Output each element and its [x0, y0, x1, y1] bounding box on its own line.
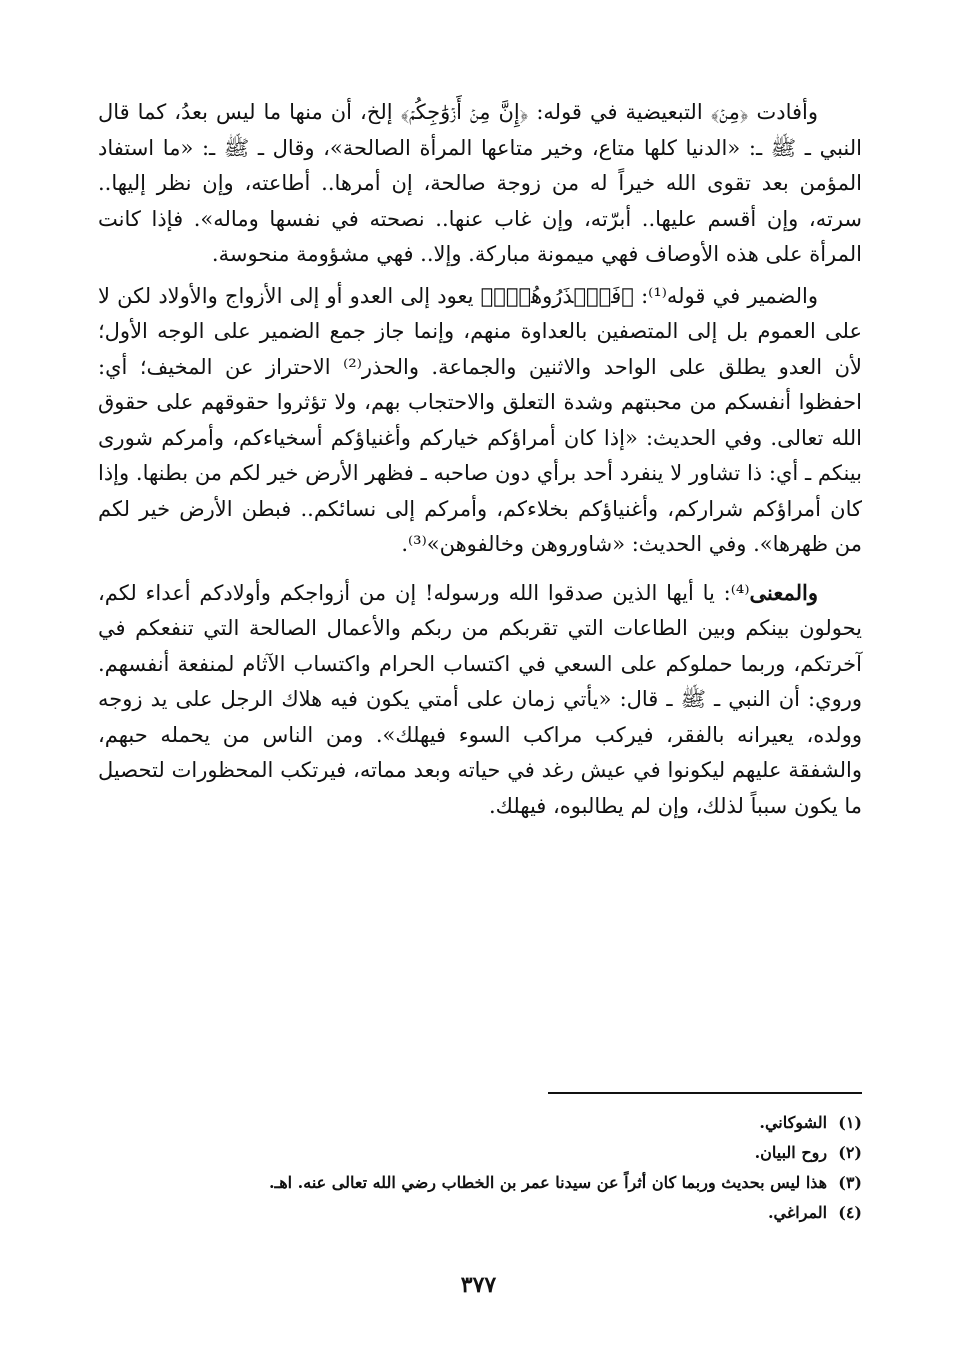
footnote-4 [122, 1198, 862, 1228]
paragraph-3 [98, 575, 862, 825]
paragraph-2: والضمير في قوله⁽¹⁾: ﴿فَٱحۡذَرُوهُمۡۚ﴾ يعود إلى العدو أو إلى الأزواج والأولاد لكن لا على العموم بل إلى المتصفين بالعداوة منهم، وإنما جاز جمع الضمير على الوجه الأول؛ لأن العدو يطلق على الواحد والاثنين والجماعة. والحذر⁽²⁾ الاحتراز عن المخيف؛ أي: احفظوا أنفسكم من محبتهم وشدة التعلق والاحتجاب بهم، ولا تؤثروا حقوقهم على حقوق الله تعالى. وفي الحديث: «إذا كان أمراؤكم خياركم وأغنياؤكم أسخياءكم، وأمركم شورى بينكم ـ أي: ذا تشاور لا ينفرد أحد برأي دون صاحبه ـ فظهر الأرض خير لكم من بطنها. وإذا كان أمراؤكم شراركم، وأغنياؤكم بخلاءكم، وأمركم إلى نسائكم.. فبطن الأرض خير لكم من ظهرها». وفي الحديث: «شاوروهن وخالفوهن»⁽³⁾. [98, 283, 862, 556]
main-text [98, 95, 862, 824]
footnote-divider [548, 1092, 862, 1094]
footnote-1 [122, 1108, 862, 1138]
footnote-text: الشوكاني. [759, 1113, 828, 1132]
footnote-number: (٤) [838, 1203, 862, 1222]
footnote-number: (١) [838, 1113, 862, 1132]
footnote-text: هذا ليس بحديث وربما كان أثراً عن سيدنا عمر بن الخطاب رضي الله تعالى عنه. اهـ. [268, 1173, 828, 1192]
footnote-2 [122, 1138, 862, 1168]
footnote-number: (٢) [838, 1143, 862, 1162]
footnote-text: المراغي. [767, 1203, 828, 1222]
footnote-list [122, 1108, 862, 1228]
paragraph-3-body: ⁽⁴⁾: يا أيها الذين صدقوا الله ورسوله! إن من أزواجكم وأولادكم أعداء لكم، يحولون بينكم وبين الطاعات التي تقربكم من ربكم والأعمال الصالحة التي تنفعكم في آخرتكم، وربما حملوكم على السعي في اكتساب الحرام واكتساب الآثام لمنفعة أنفسهم. وروي: أن النبي ـ ﷺ ـ قال: «يأتي زمان على أمتي يكون فيه هلاك الرجل على يد زوجه وولده، يعيرانه بالفقر، فيركب مراكب السوء فيهلك». ومن الناس من يحمله حبهم، والشفقة عليهم ليكونوا في عيش رغد في حياته وبعد مماته، فيرتكب المحظورات لتحصيل ما يكون سبباً لذلك، وإن لم يطالبوه، فيهلك. [98, 580, 862, 818]
footnote-3 [122, 1168, 862, 1198]
page-number: ٣٧٧ [460, 1272, 497, 1298]
paragraph-3-lead: والمعنى [749, 579, 818, 605]
footnote-number: (٣) [838, 1173, 862, 1192]
paragraph-1: وأفادت ﴿مِنۡ﴾ التبعيضية في قوله: ﴿إِنَّ مِنۡ أَزۡوَٰجِكُمۡ﴾ إلخ، أن منها ما ليس بعدُ، كما قال النبي ـ ﷺ ـ: «الدنيا كلها متاع، وخير متاعها المرأة الصالحة»، وقال ـ ﷺ ـ: «ما استفاد المؤمن بعد تقوى الله خيراً له من زوجة صالحة، إن أمرها.. أطاعته، وإن نظر إليها.. سرته، وإن أقسم عليها.. أبرّته، وإن غاب عنها.. نصحته في نفسها وماله». فإذا كانت المرأة على هذه الأوصاف فهي ميمونة مباركة. وإلا.. فهي مشؤومة منحوسة. [98, 100, 862, 266]
footnote-text: روح البيان. [754, 1143, 828, 1162]
